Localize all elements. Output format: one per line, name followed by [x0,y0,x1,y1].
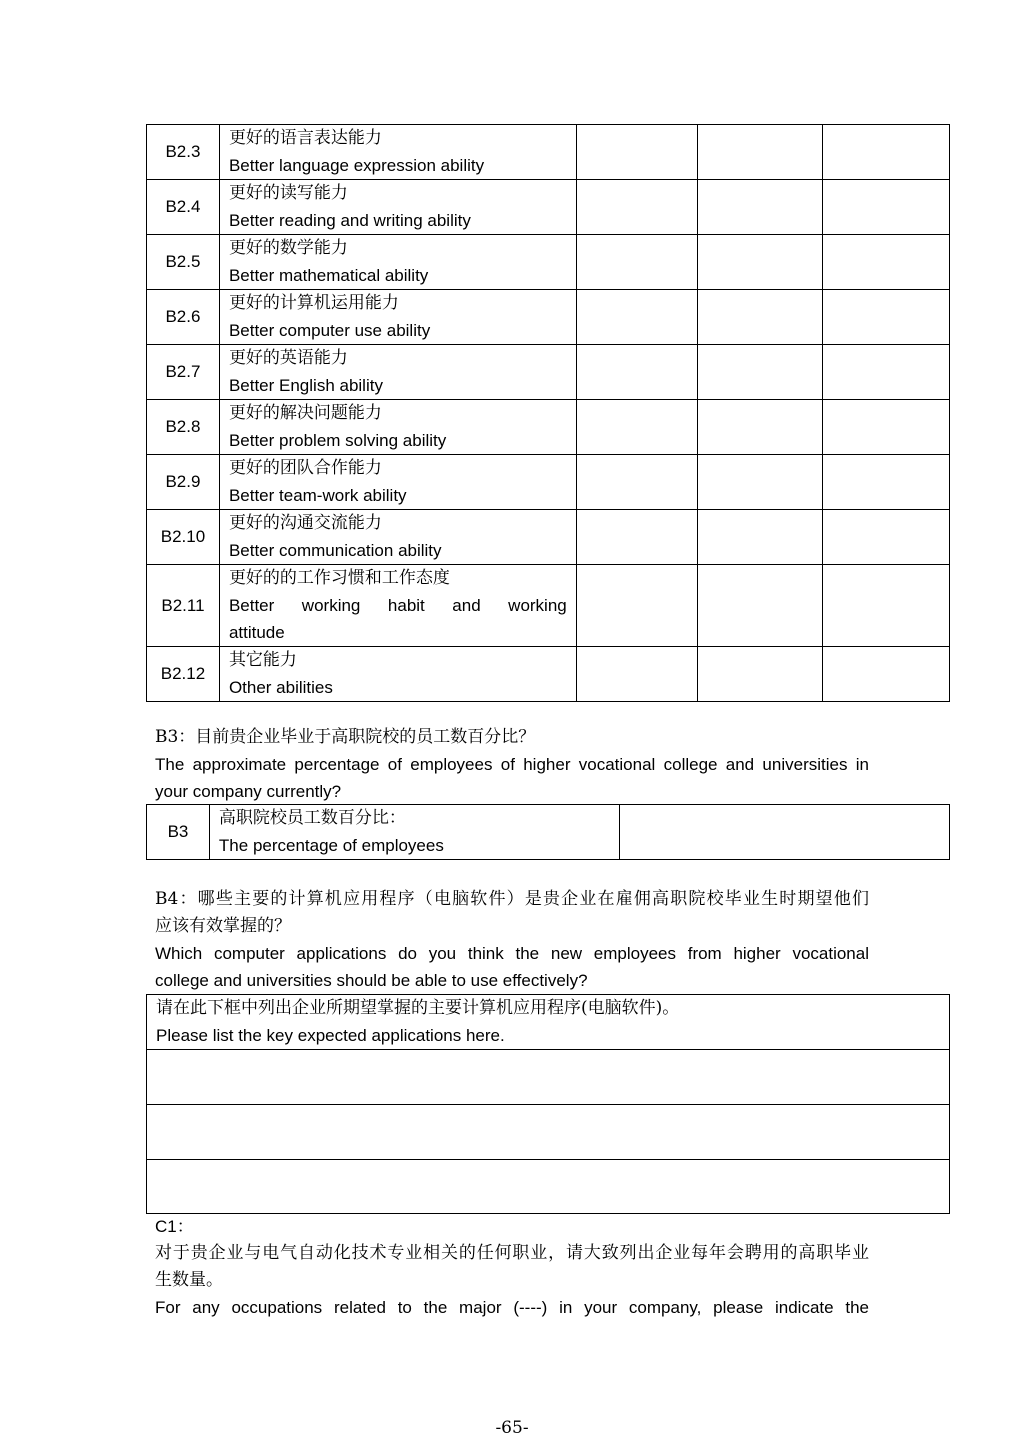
row-label-en: Better English ability [228,376,383,395]
row-id: B2.3 [147,125,220,180]
b3-table [146,804,950,860]
table-row [147,995,950,1050]
row-label [219,400,576,455]
rating-cell[interactable] [698,125,823,180]
b4-answer-cell[interactable] [147,1160,950,1214]
rating-cell[interactable] [698,565,823,647]
table-row [147,345,950,400]
table-row [147,180,950,235]
c1-section [155,1213,869,1321]
table-row [147,455,950,510]
row-label [219,125,576,180]
rating-cell[interactable] [823,455,950,510]
rating-cell[interactable] [698,180,823,235]
rating-cell[interactable] [698,647,823,702]
rating-cell[interactable] [698,290,823,345]
b3-question-cn: B3：目前贵企业毕业于高职院校的员工数百分比？ [155,727,536,747]
table-row [147,647,950,702]
table-row [147,510,950,565]
b4-answer-cell[interactable] [147,1105,950,1160]
row-id: B2.11 [147,565,220,647]
rating-cell[interactable] [823,647,950,702]
rating-cell[interactable] [576,180,698,235]
rating-cell[interactable] [698,455,823,510]
rating-cell[interactable] [576,510,698,565]
row-id: B2.8 [147,400,220,455]
row-label-cn: 更好的英语能力 [228,348,348,368]
rating-cell[interactable] [576,400,698,455]
rating-cell[interactable] [823,345,950,400]
b3-question-en-line1: The approximate percentage of employees of higher vocational college and universities in [155,755,869,774]
b2-table-body [147,125,950,702]
b3-answer-cell[interactable] [619,805,949,860]
b4-question-cn-line2: 应该有效掌握的？ [155,916,291,936]
rating-cell[interactable] [576,647,698,702]
b3-row-en: The percentage of employees [218,836,444,855]
rating-cell[interactable] [823,565,950,647]
b2-table [146,124,950,702]
table-row [147,125,950,180]
rating-cell[interactable] [576,125,698,180]
rating-cell[interactable] [823,510,950,565]
row-label-cn: 更好的读写能力 [228,183,348,203]
rating-cell[interactable] [576,290,698,345]
row-label [219,455,576,510]
rating-cell[interactable] [698,510,823,565]
rating-cell[interactable] [698,400,823,455]
row-id: B2.7 [147,345,220,400]
rating-cell[interactable] [823,235,950,290]
row-label [219,290,576,345]
rating-cell[interactable] [576,565,698,647]
rating-cell[interactable] [823,400,950,455]
b4-question-cn-line1: B4：哪些主要的计算机应用程序（电脑软件）是贵企业在雇佣高职院校毕业生时期望他们 [155,889,869,909]
rating-cell[interactable] [823,125,950,180]
rating-cell[interactable] [698,345,823,400]
b4-instruction-cell [147,995,950,1050]
b3-row-label [209,805,619,860]
c1-label: C1： [155,1217,194,1236]
rating-cell[interactable] [823,290,950,345]
row-label-cn: 更好的数学能力 [228,238,348,258]
rating-cell[interactable] [823,180,950,235]
b4-answer-row-3[interactable] [147,1160,950,1214]
b3-question [155,724,869,805]
row-label-en: Other abilities [228,678,333,697]
row-label [219,345,576,400]
row-label-cn: 更好的计算机运用能力 [228,293,399,313]
table-row [147,565,950,647]
row-label-en: Better computer use ability [228,321,431,340]
row-id: B2.4 [147,180,220,235]
c1-text-cn-line2: 生数量。 [155,1270,223,1290]
row-label-cn: 更好的沟通交流能力 [228,513,382,533]
table-row [147,400,950,455]
rating-cell[interactable] [698,235,823,290]
page-number: -65- [495,1418,529,1438]
row-label-en-line1: Better working habit and working [228,596,567,615]
row-label-cn: 更好的解决问题能力 [228,403,382,423]
row-label-cn: 更好的团队合作能力 [228,458,382,478]
row-label [219,180,576,235]
row-id: B2.6 [147,290,220,345]
table-row [147,290,950,345]
row-label-en: Better communication ability [228,541,442,560]
row-label-en: Better problem solving ability [228,431,447,450]
b4-box-cn: 请在此下框中列出企业所期望掌握的主要计算机应用程序(电脑软件)。 [156,998,680,1018]
row-label [219,565,576,647]
b4-question-en-line1: Which computer applications do you think the new employees from higher vocational [155,944,869,963]
rating-cell[interactable] [576,345,698,400]
row-label [219,647,576,702]
rating-cell[interactable] [576,455,698,510]
row-label-en: Better mathematical ability [228,266,429,285]
table-row [147,235,950,290]
row-label [219,235,576,290]
row-label-cn: 其它能力 [228,650,297,670]
row-id: B2.12 [147,647,220,702]
row-id: B2.10 [147,510,220,565]
b3-row-id: B3 [147,805,210,860]
row-label-cn: 更好的的工作习惯和工作态度 [228,568,450,588]
b4-box-en: Please list the key expected applications here. [156,1026,505,1045]
c1-text-cn-line1: 对于贵企业与电气自动化技术专业相关的任何职业，请大致列出企业每年会聘用的高职毕业 [155,1243,869,1263]
b4-question-en-line2: college and universities should be able to use effectively? [155,971,588,990]
row-label-en: Better team-work ability [228,486,407,505]
b4-answer-cell[interactable] [147,1050,950,1105]
b4-table [146,994,950,1214]
c1-text-en-line1: For any occupations related to the major (----) in your company, please indicate the [155,1298,869,1317]
row-label-en: Better language expression ability [228,156,485,175]
row-id: B2.5 [147,235,220,290]
row-label [219,510,576,565]
rating-cell[interactable] [576,235,698,290]
b3-row-cn: 高职院校员工数百分比： [218,808,406,828]
b4-answer-row-2[interactable] [147,1105,950,1160]
row-label-cn: 更好的语言表达能力 [228,128,382,148]
row-label-en: Better reading and writing ability [228,211,471,230]
b4-question [155,886,869,994]
row-id: B2.9 [147,455,220,510]
b3-question-en-line2: your company currently? [155,782,342,801]
b4-answer-row-1[interactable] [147,1050,950,1105]
row-label-en-line2: attitude [228,623,285,642]
table-row [147,805,950,860]
